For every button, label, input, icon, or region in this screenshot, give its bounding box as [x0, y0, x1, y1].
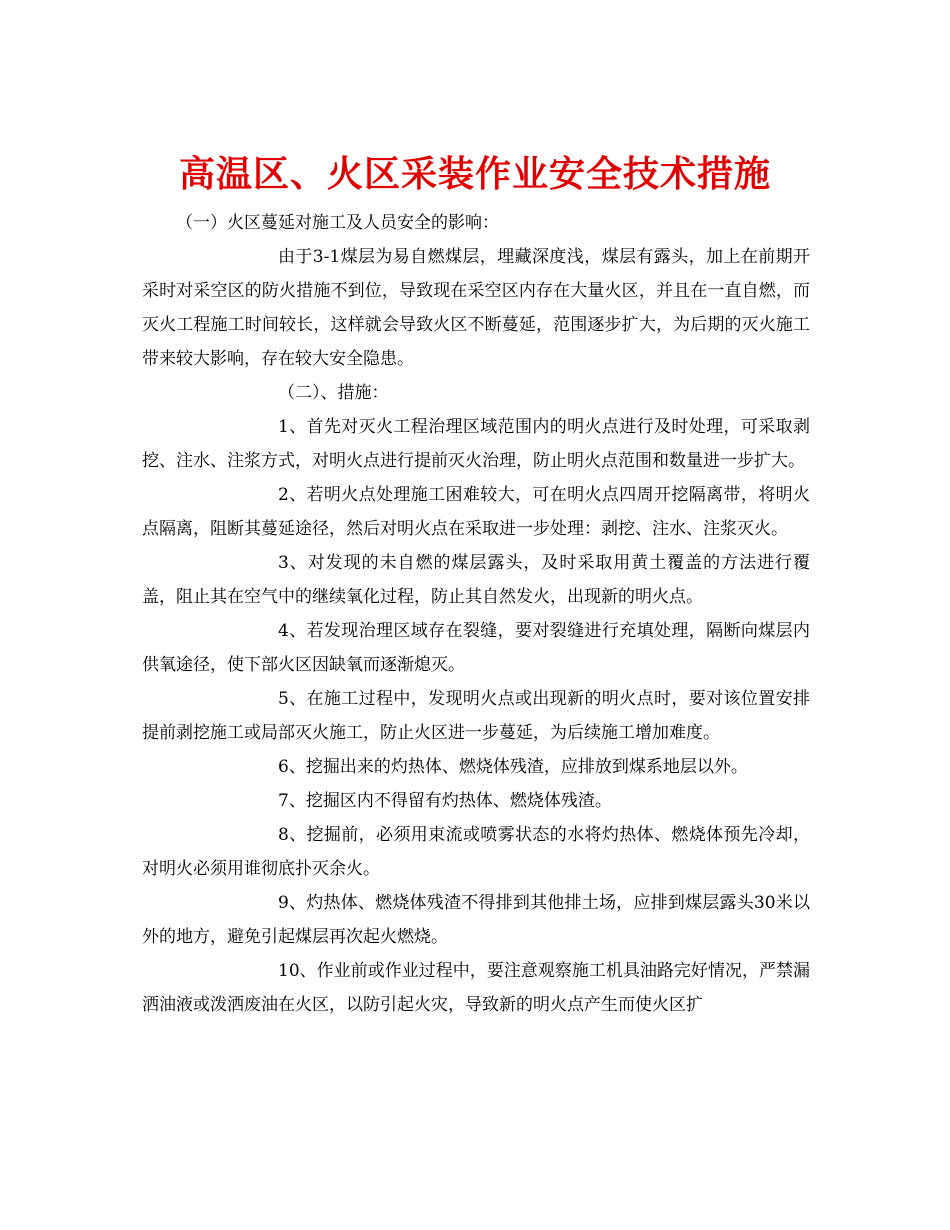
document-body: [142, 206, 810, 1022]
document-title: 高温区、火区采装作业安全技术措施: [178, 153, 771, 196]
section-2-heading: （二）、措施：: [278, 383, 389, 403]
measure-item-6: 6、挖掘出来的灼热体、燃烧体残渣，应排放到煤系地层以外。: [278, 757, 748, 777]
measure-item-5: 5、在施工过程中，发现明火点或出现新的明火点时，要对该位置安排提前剥挖施工或局部灭火施工，防止火区进一步蔓延，为后续施工增加难度。: [142, 689, 810, 743]
measure-item-2: 2、若明火点处理施工困难较大，可在明火点四周开挖隔离带，将明火点隔离，阻断其蔓延途径，然后对明火点在采取进一步处理：剥挖、注水、注浆灭火。: [142, 485, 810, 539]
section-1-heading: （一）火区蔓延对施工及人员安全的影响：: [176, 213, 499, 233]
section-1-paragraph: 由于3-1煤层为易自燃煤层，埋藏深度浅，煤层有露头，加上在前期开采时对采空区的防火措施不到位，导致现在采空区内存在大量火区，并且在一直自燃，而灭火工程施工时间较长，这样就会导致火区不断蔓延，范围逐步扩大，为后期的灭火施工带来较大影响，存在较大安全隐患。: [142, 247, 810, 369]
measure-item-3: 3、对发现的未自燃的煤层露头，及时采取用黄土覆盖的方法进行覆盖，阻止其在空气中的继续氧化过程，防止其自然发火，出现新的明火点。: [142, 553, 810, 607]
measure-item-10: 10、作业前或作业过程中，要注意观察施工机具油路完好情况，严禁漏洒油液或泼洒废油在火区，以防引起火灾，导致新的明火点产生而使火区扩: [142, 961, 810, 1015]
measure-item-1: 1、首先对灭火工程治理区域范围内的明火点进行及时处理，可采取剥挖、注水、注浆方式，对明火点进行提前灭火治理，防止明火点范围和数量进一步扩大。: [142, 417, 810, 471]
measure-item-7: 7、挖掘区内不得留有灼热体、燃烧体残渣。: [278, 791, 612, 811]
measure-item-4: 4、若发现治理区域存在裂缝，要对裂缝进行充填处理，隔断向煤层内供氧途径，使下部火区因缺氧而逐渐熄灭。: [142, 621, 810, 675]
measure-item-8: 8、挖掘前，必须用束流或喷雾状态的水将灼热体、燃烧体预先冷却，对明火必须用谁彻底扑灭余火。: [142, 825, 810, 879]
measure-item-9: 9、灼热体、燃烧体残渣不得排到其他排土场，应排到煤层露头30米以外的地方，避免引起煤层再次起火燃烧。: [142, 893, 810, 947]
